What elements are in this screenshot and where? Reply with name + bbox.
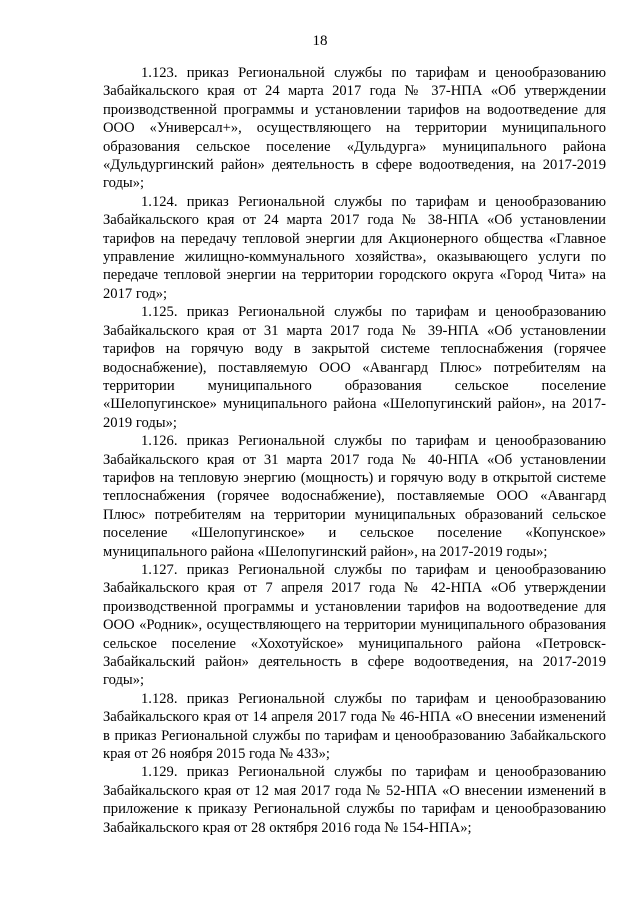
list-item-1-126: 1.126. приказ Региональной службы по тарифам и ценообразованию Забайкальского края от 31 марта 2017 года № 40-НПА «Об установлении тарифов на тепловую энергию (мощность) и горячую воду в открытой системе теплоснабжения (горячее водоснабжение), поставляемые ООО «Авангард Плюс» потребителям на территории муниципальных образований сельское поселение «Шелопугинское» и сельское поселение «Копунское» муниципального района «Шелопугинский район», на 2017-2019 годы»;	[103, 433, 606, 560]
list-item-1-127: 1.127. приказ Региональной службы по тарифам и ценообразованию Забайкальского края от 7 апреля 2017 года № 42-НПА «Об утверждении производственной программы и установлении тарифов на водоотведение для ООО «Родник», осуществляющего на территории муниципального образования сельское поселение «Хохотуйское» муниципального района «Петровск-Забайкальский район» деятельность в сфере водоотведения, на 2017-2019 годы»;	[103, 561, 606, 689]
page-number: 18	[312, 33, 328, 49]
list-item-1-128: 1.128. приказ Региональной службы по тарифам и ценообразованию Забайкальского края от 14 апреля 2017 года № 46-НПА «О внесении изменений в приказ Региональной службы по тарифам и ценообразованию Забайкальского края от 26 ноября 2015 года № 433»;	[103, 690, 606, 763]
list-item-1-125: 1.125. приказ Региональной службы по тарифам и ценообразованию Забайкальского края от 31 марта 2017 года № 39-НПА «Об установлении тарифов на горячую воду в закрытой системе теплоснабжения (горячее водоснабжение), поставляемую ООО «Авангард Плюс» потребителям на территории муниципального образования сельское поселение «Шелопугинское» муниципального района «Шелопугинский район», на 2017-2019 годы»;	[103, 304, 606, 431]
list-item-1-129: 1.129. приказ Региональной службы по тарифам и ценообразованию Забайкальского края от 12 мая 2017 года № 52-НПА «О внесении изменений в приложение к приказу Региональной службы по тарифам и ценообразованию Забайкальского края от 28 октября 2016 года № 154-НПА»;	[103, 764, 606, 836]
list-item-1-123: 1.123. приказ Региональной службы по тарифам и ценообразованию Забайкальского края от 24 марта 2017 года № 37-НПА «Об утверждении производственной программы и установлении тарифов на водоотведение для ООО «Универсал+», осуществляющего на территории муниципального образования сельское поселение «Дульдурга» муниципального района «Дульдургинский район» деятельность в сфере водоотведения, на 2017-2019 годы»;	[103, 65, 606, 192]
document-body	[103, 64, 606, 837]
list-item-1-124: 1.124. приказ Региональной службы по тарифам и ценообразованию Забайкальского края от 24 марта 2017 года № 38-НПА «Об установлении тарифов на передачу тепловой энергии для Акционерного общества «Главное управление жилищно-коммунального хозяйства», оказывающего услуги по передаче тепловой энергии на территории городского округа «Город Чита» на 2017 год»;	[103, 193, 606, 302]
